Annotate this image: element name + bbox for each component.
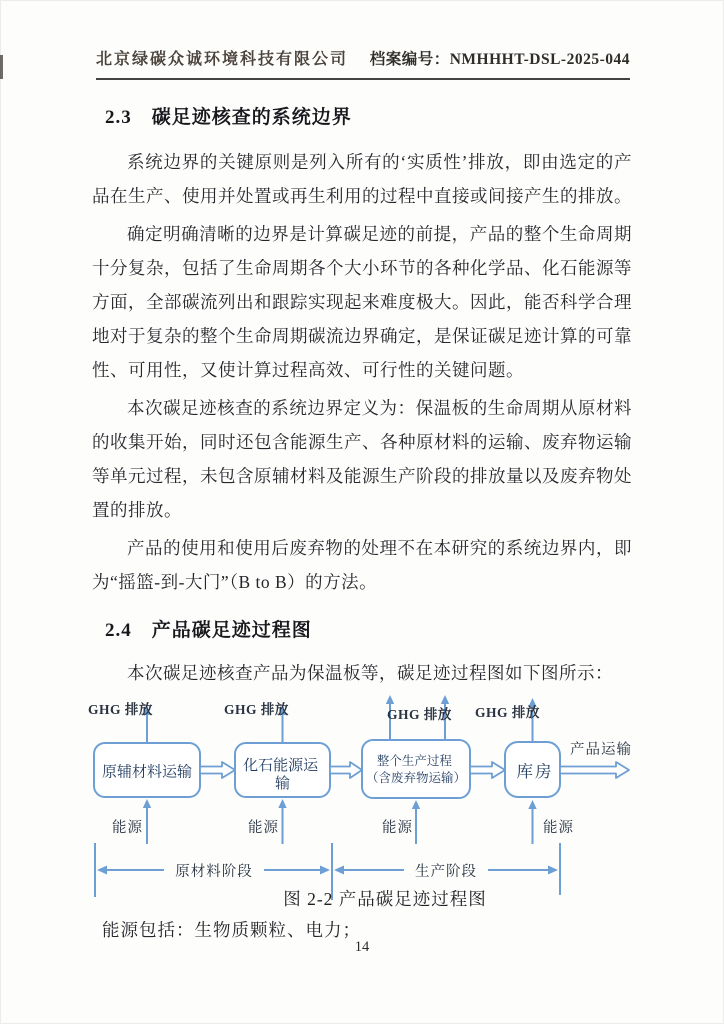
stage-label-raw-material: 原材料阶段	[175, 864, 253, 880]
energy-arrow-4	[528, 800, 536, 844]
process-box-production-process	[362, 740, 470, 798]
energy-arrow-1	[143, 799, 151, 844]
stage-label-production: 生产阶段	[415, 864, 477, 880]
connector-arrow-2	[330, 762, 362, 778]
scan-edge-artifact	[0, 55, 3, 79]
box-label-production-process: 整个生产过程 （含废弃物运输）	[365, 754, 467, 785]
paragraph-5: 本次碳足迹核查产品为保温板等，碳足迹过程图如下图所示：	[127, 663, 613, 683]
section-number: 2.3	[105, 107, 132, 128]
energy-label-1: 能源	[112, 820, 143, 836]
figure-caption: 图 2-2 产品碳足迹过程图	[283, 889, 487, 909]
connector-arrow-1	[200, 762, 235, 778]
box-label-fossil-energy-transport: 化石能源运 输	[243, 758, 319, 792]
company-name: 北京绿碳众诚环境科技有限公司	[96, 51, 349, 68]
box-label-raw-material-transport: 原辅材料运输	[101, 764, 193, 781]
ghg-emission-label-4: GHG 排放	[475, 705, 540, 720]
energy-arrow-3	[412, 800, 420, 844]
ghg-emission-label-3: GHG 排放	[387, 707, 452, 722]
box-label-warehouse: 库房	[516, 762, 554, 781]
product-transport-label: 产品运输	[570, 742, 632, 758]
section-title: 碳足迹核查的系统边界	[151, 107, 352, 128]
page-content	[88, 96, 632, 942]
energy-label-2: 能源	[248, 820, 279, 836]
page-number: 14	[354, 939, 370, 955]
section-heading-2-3	[92, 102, 632, 129]
energy-label-3: 能源	[382, 820, 413, 836]
paragraph-2: 确定明确清晰的边界是计算碳足迹的前提，产品的整个生命周期十分复杂，包括了生命周期各个大小环节的各种化学品、化石能源等方面，全部碳流列出和跟踪实现起来难度极大。因此，能否科学合理地对于复杂的整个生命周期碳流边界确定，是保证碳足迹计算的可靠性、可用性，又使计算过程高效、可行性的关键问题。	[92, 224, 632, 380]
section-number: 2.4	[105, 620, 132, 641]
carbon-footprint-process-diagram	[88, 692, 648, 902]
page-header	[96, 46, 630, 80]
ghg-emission-label-2: GHG 排放	[224, 702, 289, 717]
energy-arrow-2	[278, 799, 286, 844]
paragraph-3: 本次碳足迹核查的系统边界定义为：保温板的生命周期从原材料的收集开始，同时还包含能源生产、各种原材料的运输、废弃物运输等单元过程，未包含原辅材料及能源生产阶段的排放量以及废弃物处置的排放。	[92, 398, 632, 520]
energy-label-4: 能源	[543, 820, 574, 836]
section-heading-2-4	[92, 615, 632, 642]
connector-arrow-3	[470, 762, 505, 778]
energy-note: 能源包括：生物质颗粒、电力；	[102, 920, 361, 940]
paragraph-1: 系统边界的关键原则是列入所有的‘实质性’排放，即由选定的产品在生产、使用并处置或再生利用的过程中直接或间接产生的排放。	[92, 152, 632, 206]
section-title: 产品碳足迹过程图	[151, 620, 312, 641]
ghg-emission-label-1: GHG 排放	[88, 702, 153, 717]
product-transport-arrow	[560, 762, 629, 778]
paragraph-4: 产品的使用和使用后废弃物的处理不在本研究的系统边界内，即为“摇篮-到-大门”（B to B）的方法。	[92, 538, 632, 592]
doc-number: 档案编号：NMHHHT-DSL-2025-044	[369, 51, 630, 68]
